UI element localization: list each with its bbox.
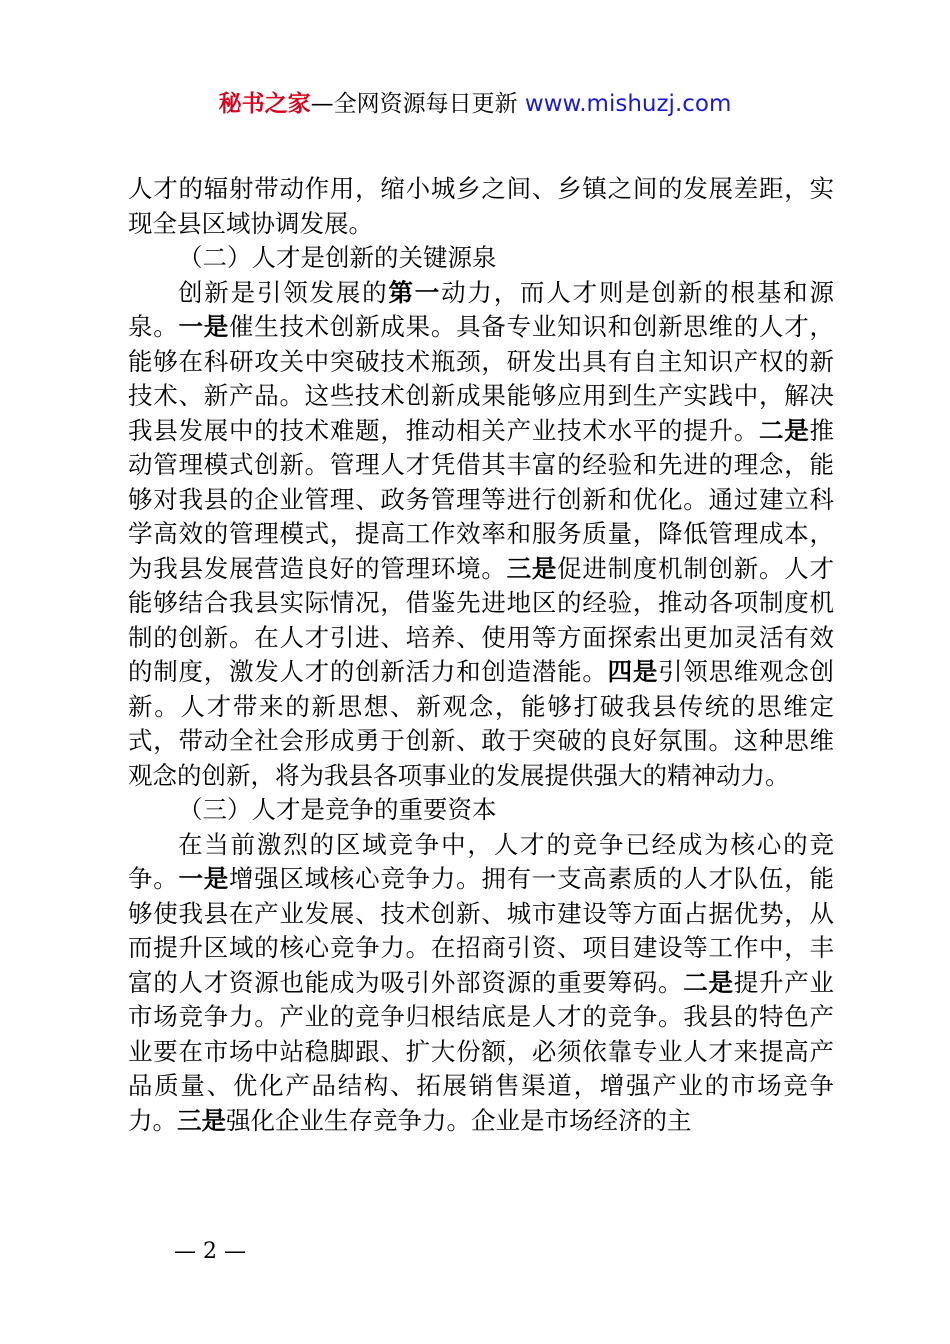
text-run: 强化企业生存竞争力。企业是市场经济的主: [226, 1105, 692, 1135]
bold-term: 三是: [506, 553, 558, 583]
document-body: [128, 172, 834, 1138]
text-run: 促进制度机制创新。人才能够结合我县实际情况，借鉴先进地区的经验，推动各项制度机制的创新。在人才引进、培养、使用等方面探索出更加灵活有效的制度，激发人才的创新活力和创造潜能。: [128, 553, 835, 686]
paragraph-competition: [128, 828, 834, 1139]
section-heading-2: （二）人才是创新的关键源泉: [178, 243, 497, 272]
text-run: 推动管理模式创新。管理人才凭借其丰富的经验和先进的理念，能够对我县的企业管理、政务管理等进行创新和优化。通过建立科学高效的管理模式，提高工作效率和服务质量，降低管理成本，为我县发展营造良好的管理环境。: [128, 415, 835, 583]
text-run: 提升产业市场竞争力。产业的竞争归根结底是人才的竞争。我县的特色产业要在市场中站稳脚跟、扩大份额，必须依靠专业人才来提高产品质量、优化产品结构、拓展销售渠道，增强产业的市场竞争力。: [128, 967, 835, 1135]
site-tagline: —全网资源每日更新: [310, 91, 518, 117]
bold-term: 三是: [177, 1105, 226, 1135]
text-run: 动力，而人才则是创新的根基和源泉。: [128, 277, 834, 341]
site-url-link[interactable]: www.mishuzj.com: [524, 91, 732, 117]
site-brand: 秘书之家: [218, 91, 311, 117]
section-heading-3: （三）人才是竞争的重要资本: [178, 795, 497, 824]
bold-term: 二是: [683, 967, 734, 997]
text-run: 催生技术创新成果。具备专业知识和创新思维的人才，能够在科研攻关中突破技术瓶颈，研发出具有自主知识产权的新技术、新产品。这些技术创新成果能够应用到生产实践中，解决我县发展中的技术难题，推动相关产业技术水平的提升。: [128, 312, 835, 445]
page-number: — 2 —: [174, 1239, 246, 1264]
bold-term: 第一: [388, 277, 442, 307]
text-run: 增强区域核心竞争力。拥有一支高素质的人才队伍，能够使我县在产业发展、技术创新、城市建设等方面占据优势，从而提升区域的核心竞争力。在招商引资、项目建设等工作中，丰富的人才资源也能成为吸引外部资源的重要筹码。: [128, 864, 835, 997]
paragraph-continuation: 人才的辐射带动作用，缩小城乡之间、乡镇之间的发展差距，实现全县区域协调发展。: [128, 174, 834, 238]
bold-term: 一是: [178, 312, 229, 341]
text-run: 引领思维观念创新。人才带来的新思想、新观念，能够打破我县传统的思维定式，带动全社会形成勇于创新、敢于突破的良好氛围。这种思维观念的创新，将为我县各项事业的发展提供强大的精神动力。: [128, 657, 835, 790]
text-run: 在当前激烈的区域竞争中，人才的竞争已经成为核心的竞争。: [128, 829, 834, 893]
text-run: 创新是引领发展的: [178, 277, 389, 307]
bold-term: 二是: [759, 415, 810, 445]
bold-term: 四是: [607, 657, 659, 686]
site-header: [0, 88, 950, 120]
paragraph-innovation: [128, 276, 834, 794]
bold-term: 一是: [178, 864, 229, 893]
